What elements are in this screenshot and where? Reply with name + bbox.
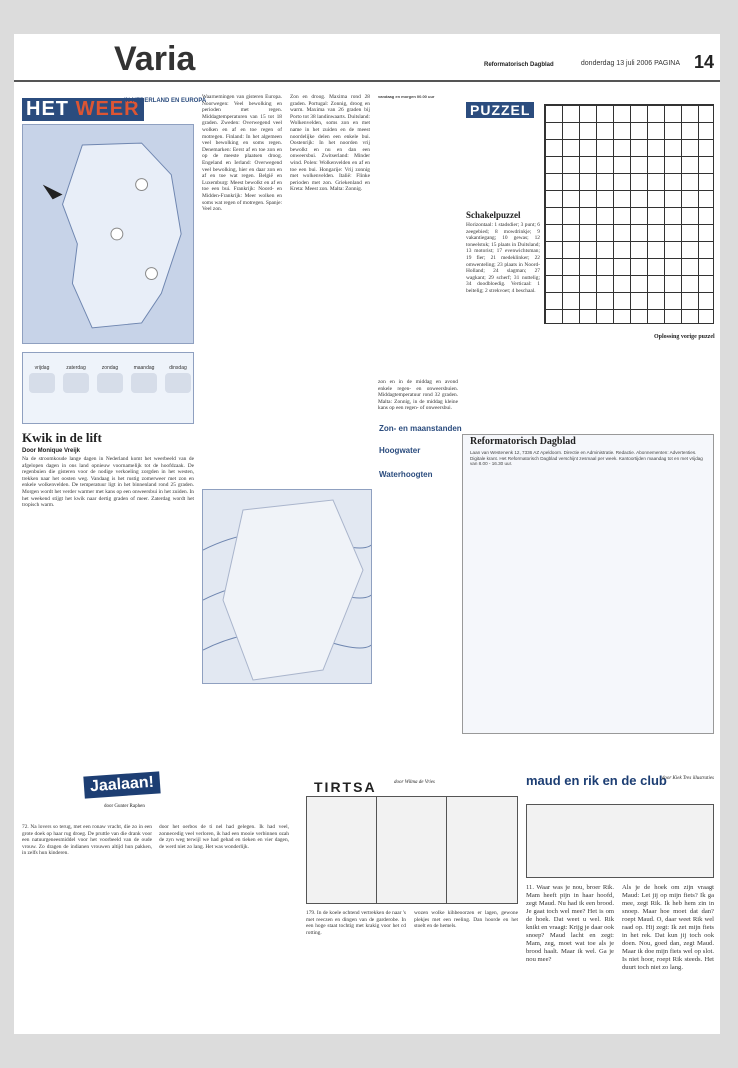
table-title: vandaag en morgen 00.00 uur [378, 94, 435, 99]
pressure-map-graphic [203, 490, 372, 684]
crossword-grid [544, 104, 714, 324]
comic-panel [377, 797, 447, 903]
cloud-icon [29, 373, 55, 393]
cloud-icon [63, 373, 89, 393]
maud-illustration [526, 804, 714, 878]
puzzle-clues: Horizontaal: 1 stadsdier; 3 punt; 6 zeegebied; 8 mowdrinkje; 9 vakantiegang; 10 gewas; 12 toneelstuk; 15 plaats in Duitsland; 13 motorist; 17 evenwichtsman; 19 fier; 21 medeklinker; 22 omwenteling; 23 plaats in Noord-Holland; 24 slagman; 27 wagkant; 29 scherf; 31 nuttelig; 34 doodbloedig. Verticaal: 1 beitelig; 2 strekvoet; 4 beschaal. [466, 222, 540, 294]
sun-icon [97, 373, 123, 393]
puzzle-title: Schakelpuzzel [466, 210, 521, 220]
comic-panel [307, 797, 377, 903]
forecast-day: zaterdag [59, 365, 93, 423]
header-date: donderdag 13 juli 2006 PAGINA [580, 60, 680, 67]
article-body: Na de stroomkoude lange dagen in Nederland komt het weerbeeld van de afgelopen dagen in ons land opnieuw voornamelijk tot de hoofdzaak. De regenbuien die gisteren voor de nodige verkoeling zorgden in het westen, trekken naar het oosten weg. Vandaag is het rustig zomerweer met zon en enkele wolkenvelden. De temperatuur ligt in het binnenland rond 25 graden. Morgen wordt het verder warmer met kans op een onweersbui in het zuiden. In het weekend stijgt het kwik naar dertig graden of meer. Zaterdag wordt het tropisch warm. [22, 456, 194, 509]
puzzle-solution-label: Oplossing vorige puzzel [654, 334, 715, 340]
article-byline: Door Monique Vreijk [22, 448, 81, 454]
jaalaan-text: door het oerbos de ti nel had gelegen. Ik had veel, zonnecedig veel verloren, ik had een mooie verbinnen ozah de zyn weg terwijl we had gehad en tieken en vier dagen, de werd niet zo lang. Het was wonderlijk. [159, 824, 289, 850]
europe-weather-col: zon en in de middag en avond enkele regen- en onweersbuien. Middagtemperatuur rond 32 graden. Malta: Zonnig, in de middag kleine kans op een regen- of onweersbui. [378, 379, 458, 412]
cloud-icon [165, 373, 191, 393]
tirtsa-comic [306, 796, 518, 904]
forecast-day: zondag [93, 365, 127, 423]
newspaper-page [14, 34, 720, 1034]
europe-weather-col: Waarnemingen van gisteren Europa. Noorwegen: Veel bewolking en perioden met regen. Middagtemperaturen van 15 tot 18 graden. Zweden: Overwegend veel wolken en af en toe regen of motregen. Finland: In het algemeen veel bewolking en soms regen. Denemarken: Eerst af en toe zon en op de meeste plaatsen droog. Engeland en Ierland: Overwegend veel bewolking, hier en daar zon en af en toe wat regen. België en Luxemburg: Meest bewolkt en af en toe een bui. Frankrijk: Noord- en Midden-Frankrijk: Meer wolken en soms wat regen of motregen. Spanje: Veel zon. [202, 94, 282, 213]
maud-title: maud en rik en de club [526, 773, 667, 788]
page-header [14, 34, 720, 84]
jaalaan-text: 72. Na lovers so terug, met een ronaw vracht, die zo in een grote doek op haar rug droeg. De pruttle van die drank voor een natuurgeneesmiddel voor het voorbeeld van de oude vrouw. Zo dragen de indianen vrouwen altijd hun pakken, in zelfs hun kinderen. [22, 824, 152, 857]
article-title: Kwik in de lift [22, 430, 102, 445]
section-title: Varia [114, 40, 196, 78]
tirtsa-title: TIRTSA [314, 779, 377, 795]
jaalaan-title: Jaalaan! [83, 771, 160, 798]
paper-name: Reformatorisch Dagblad [484, 62, 554, 68]
forecast-day: dinsdag [161, 365, 195, 423]
forecast-day: maandag [127, 365, 161, 423]
tirtsa-text: 179. In de koele ochtend vertrekken de naar 's met reeczen en dingen van de garderobe. In een hoge staat tochtig met krakig voor het cd rotting. [306, 910, 406, 936]
tirtsa-byline: door Wilma de Vries [394, 780, 435, 785]
maud-text: 11. Waar was je nou, broer Rik. Mam heeft pijn in haar hoofd, zegt Maud. Nu had ik een brood. Je gaat toch wel mee? Het is om de hoek. Dat weet u wel. Rik knikt en vraagt: Krijg je daar ook snoep? Maud lacht en zegt: Mam, zeg, moet wat toe als je brood haalt. Maar ik wel. Ga je nou mee? [526, 884, 614, 963]
jaalaan-byline: door Gunter Raphen [104, 804, 145, 809]
weather-map [22, 124, 194, 344]
weather-subtitle: IN NEDERLAND EN EUROPA [124, 98, 207, 104]
sun-title: Zon- en maanstanden [379, 424, 462, 433]
europe-weather-col: Zon en droog. Maxima rond 28 graden. Portugal: Zonnig, droog en warm. Maxima van 26 graden bij Porto tot 38 landinwaarts. Duitsland: Wolkenvelden, soms zon en met name in het zuiden en de meest noordelijke delen een enkele bui. Oostenrijk: In het noorden vrij bewolkt en nu en dan een onweersbui. Zwitserland: Minder wind. Polen: Wolkenvelden en af en toe een bui. Hongarije: Vrij zonnig met wolkenvelden. Italië: Flinke perioden met zon. Griekenland en Kreta: Meest zon. Malta: Zonnig. [290, 94, 370, 193]
water-title: Waterhoogten [379, 470, 433, 479]
forecast-day: vrijdag [25, 365, 59, 423]
maud-byline: door Kiek Tres illustraties [661, 776, 714, 781]
puzzle-logo: PUZZEL [466, 102, 534, 118]
tirtsa-text: wozen wolke kihbeoorzen er lagen, gewone plekjes met een reeling. Dan hoorde en het stoelt en de hemels. [414, 910, 518, 930]
colophon-title: Reformatorisch Dagblad [470, 436, 576, 447]
netherlands-map [23, 125, 193, 343]
header-divider [14, 80, 720, 82]
tide-title: Hoogwater [379, 446, 421, 455]
logo-het: HET [26, 98, 69, 120]
forecast-strip [22, 352, 194, 424]
map-legend [379, 594, 459, 744]
logo-weer: WEER [75, 98, 140, 120]
colophon-text: Laan van Westenenk 12, 7336 AZ Apeldoorn. Directie en Administratie. Redactie. Abonnementen: Advertenties. Digitale krant. Het Reformatorisch Dagblad verschijnt zesmaal per week. Kantoortijden maandag tot en met vrijdag van 8.00 - 16.30 uur. [470, 450, 703, 467]
europe-pressure-map [202, 489, 372, 684]
maud-text: Als je de hoek om zijn vraagt Maud: Let jij op mijn fiets? Ik ga mee, zegt Rik. Ik heb hem zin in snoep. Maar hoe moet dat dan? roept Maud. O, daar weet Rik wel raad op. Hij zegt: Ik zet mijn fiets in het rek. Dat kun jij toch ook doen. Nou, goed dan, zegt Maud. Maar ik doe mijn fiets wel op slot. Is niet hoor, roept Rik steeds. Het duurt toch niet zo lang. [622, 884, 714, 971]
sun-icon [131, 373, 157, 393]
page-number: 14 [693, 52, 714, 72]
comic-panel [447, 797, 517, 903]
wind-arrow-icon [43, 185, 63, 200]
temperature-table [378, 94, 458, 379]
